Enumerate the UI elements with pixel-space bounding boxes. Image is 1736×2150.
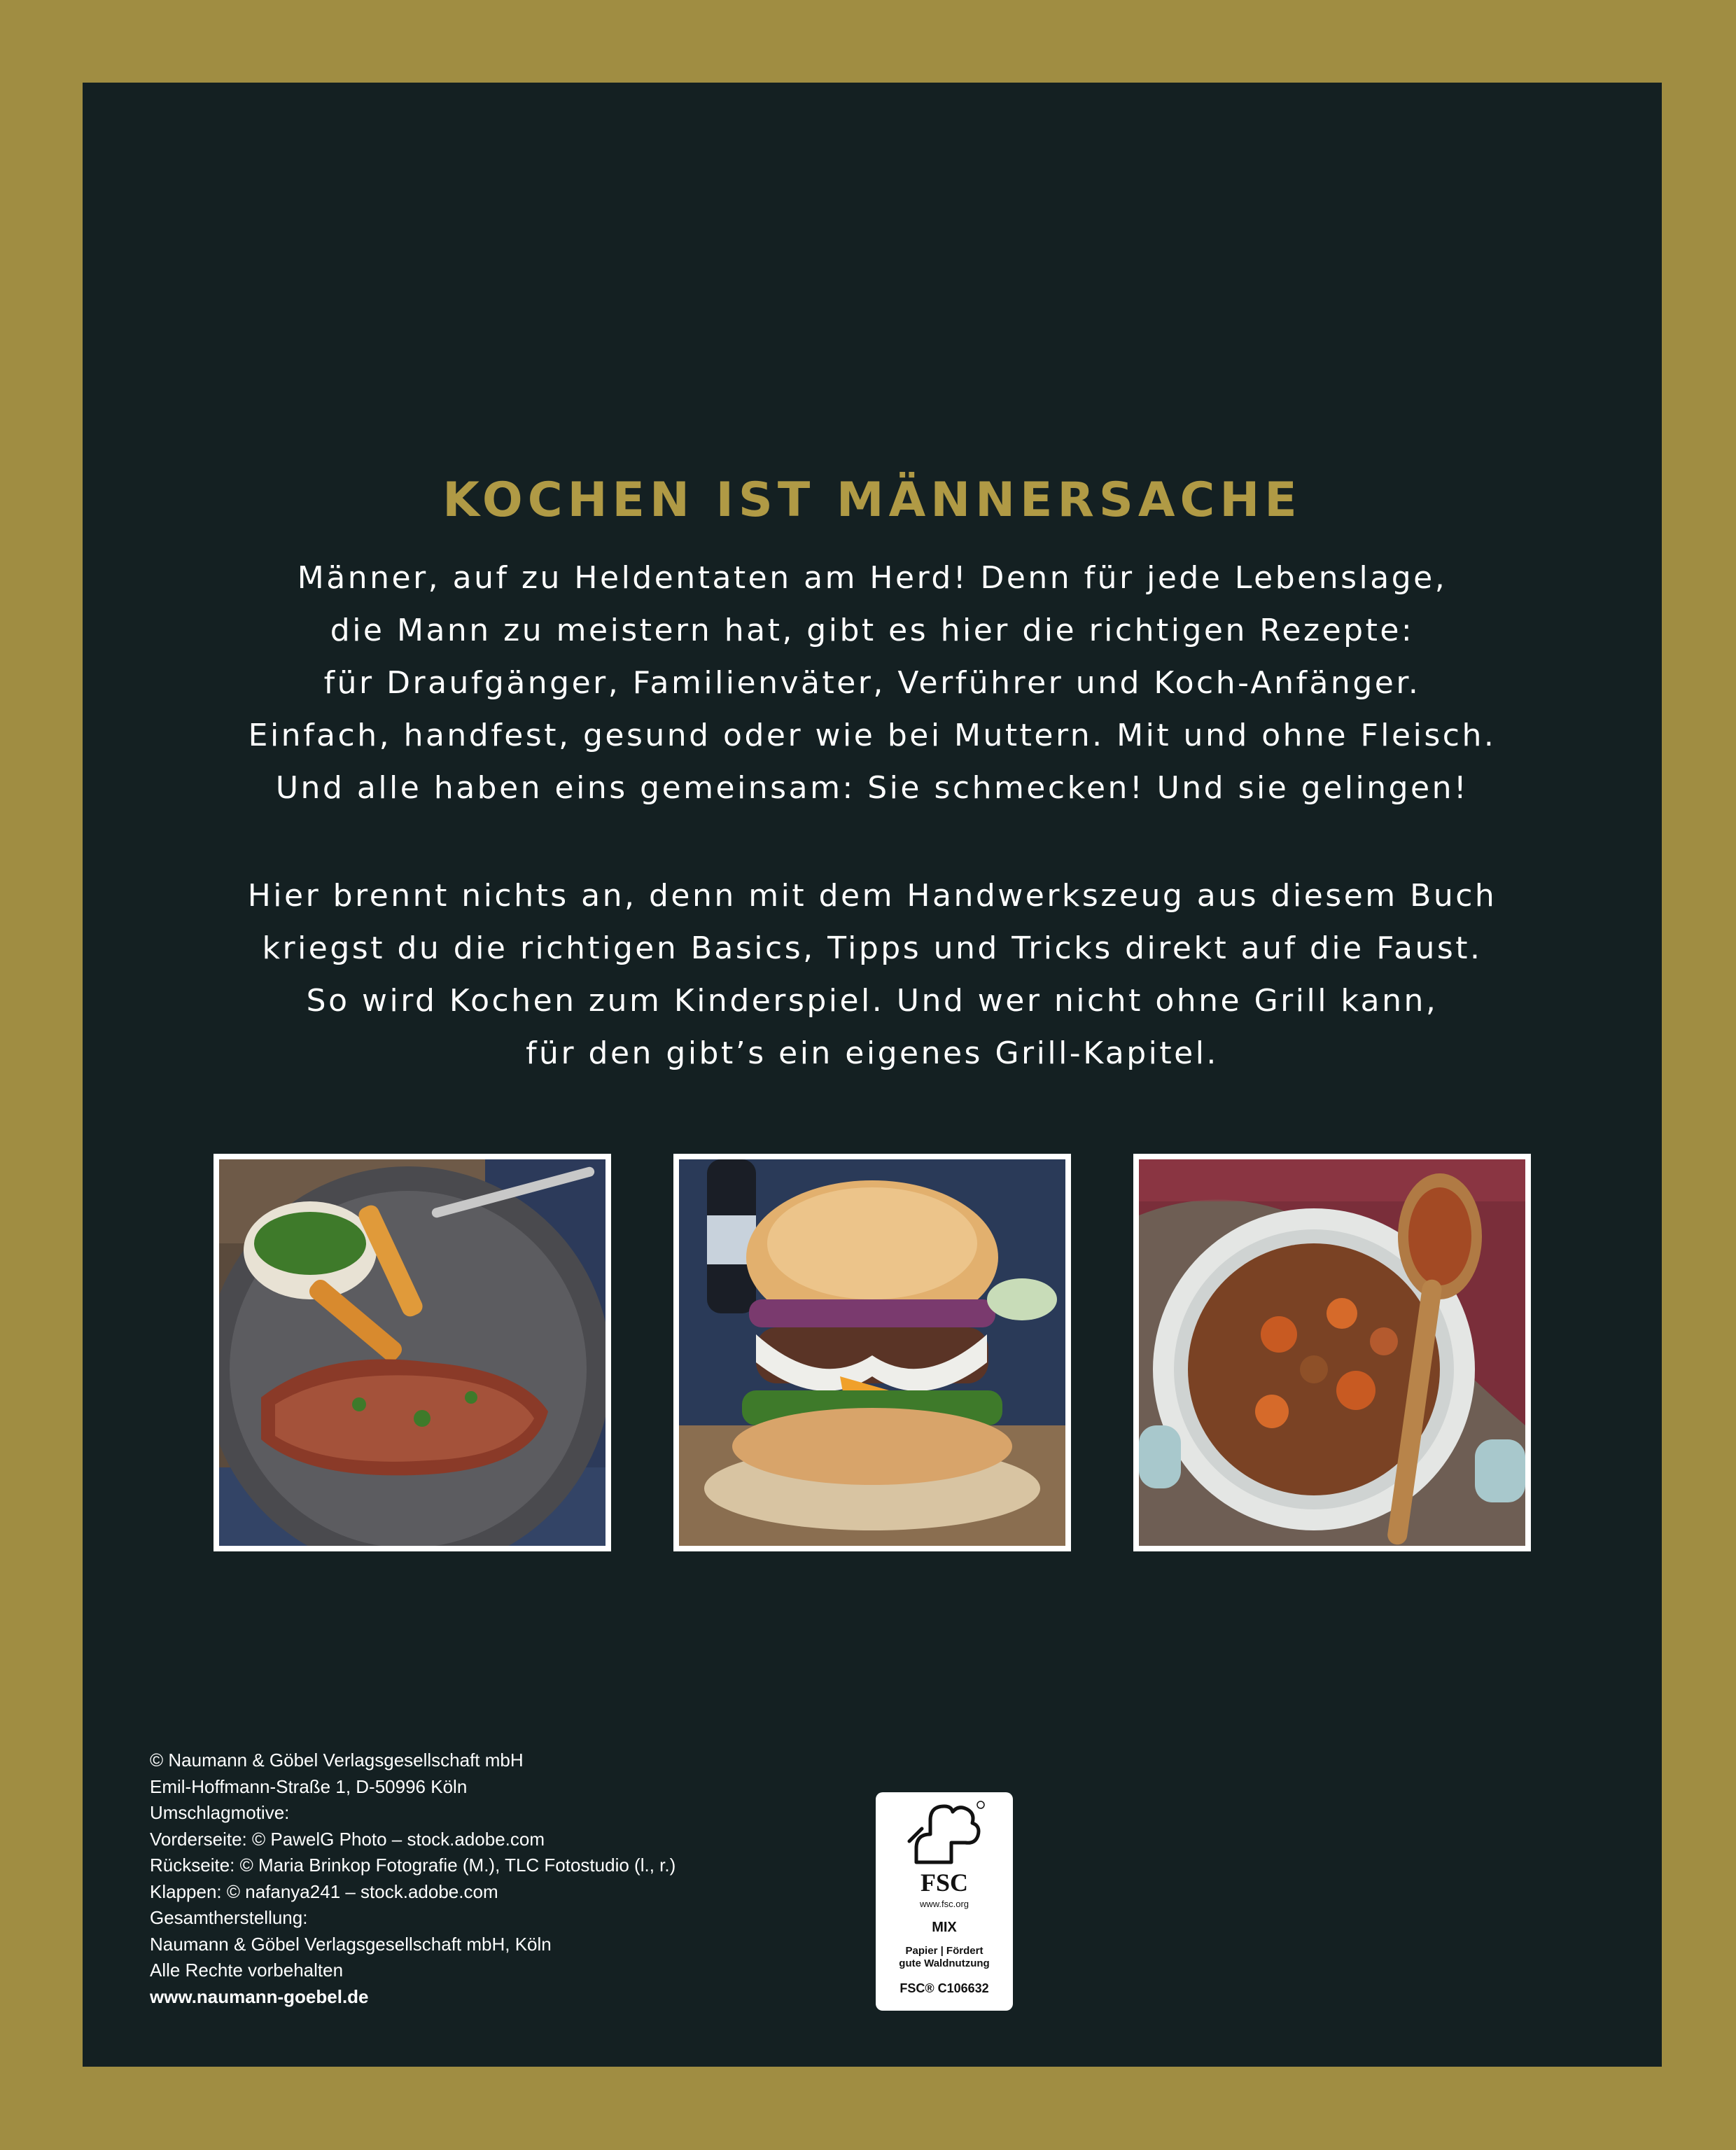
blurb-line: So wird Kochen zum Kinderspiel. Und wer nicht ohne Grill kann, <box>306 983 1438 1019</box>
publisher-website-link[interactable]: www.naumann-goebel.de <box>150 1985 369 2007</box>
credit-line: Naumann & Göbel Verlagsgesellschaft mbH, Köln <box>150 1933 552 1955</box>
credit-line: Alle Rechte vorbehalten <box>150 1960 344 1981</box>
blurb-line: Und alle haben eins gemeinsam: Sie schmecken! Und sie gelingen! <box>275 770 1469 806</box>
stew-illustration <box>1139 1159 1525 1546</box>
blurb-line: Hier brennt nichts an, denn mit dem Handwerkszeug aus diesem Buch <box>247 878 1497 914</box>
burger-illustration <box>679 1159 1065 1546</box>
credit-line: Umschlagmotive: <box>150 1802 290 1823</box>
blurb-line: für den gibt’s ein eigenes Grill-Kapitel. <box>526 1035 1219 1071</box>
credit-line: Rückseite: © Maria Brinkop Fotografie (M.), TLC Fotostudio (l., r.) <box>150 1855 676 1876</box>
fsc-label <box>876 1792 1013 2011</box>
blurb-paragraph-1 <box>83 552 1662 814</box>
credit-line: Vorderseite: © PawelG Photo – stock.adobe.com <box>150 1828 545 1850</box>
steak-illustration <box>219 1159 606 1546</box>
blurb-paragraph-2 <box>83 870 1662 1080</box>
publisher-credits <box>150 1747 676 2010</box>
credit-line: Gesamtherstellung: <box>150 1907 308 1928</box>
fsc-mix: MIX <box>932 1920 957 1935</box>
back-cover-panel <box>83 83 1662 2067</box>
book-title: KOCHEN IST MÄNNERSACHE <box>442 473 1302 528</box>
fsc-license-code: FSC® C106632 <box>899 1981 989 1995</box>
credit-line: Emil-Hoffmann-Straße 1, D-50996 Köln <box>150 1775 468 1797</box>
fsc-line-1: Papier | Fördert <box>905 1945 983 1957</box>
credit-line: © Naumann & Göbel Verlagsgesellschaft mbH <box>150 1750 524 1771</box>
fsc-line-2: gute Waldnutzung <box>899 1957 990 1969</box>
fsc-tree-icon <box>902 1799 986 1869</box>
stew-photo <box>1133 1154 1531 1551</box>
blurb-line: die Mann zu meistern hat, gibt es hier die richtigen Rezepte: <box>330 613 1415 648</box>
fsc-logo-text: FSC <box>920 1869 968 1897</box>
blurb-line: Männer, auf zu Heldentaten am Herd! Denn für jede Lebenslage, <box>297 560 1448 596</box>
blurb-line: Einfach, handfest, gesund oder wie bei Muttern. Mit und ohne Fleisch. <box>248 718 1497 753</box>
steak-photo <box>214 1154 611 1551</box>
burger-photo <box>673 1154 1071 1551</box>
fsc-url: www.fsc.org <box>919 1899 969 1909</box>
credit-line: Klappen: © nafanya241 – stock.adobe.com <box>150 1880 498 1902</box>
blurb-line: für Draufgänger, Familienväter, Verführer und Koch-Anfänger. <box>323 665 1421 701</box>
blurb-line: kriegst du die richtigen Basics, Tipps und Tricks direkt auf die Faust. <box>262 930 1483 966</box>
